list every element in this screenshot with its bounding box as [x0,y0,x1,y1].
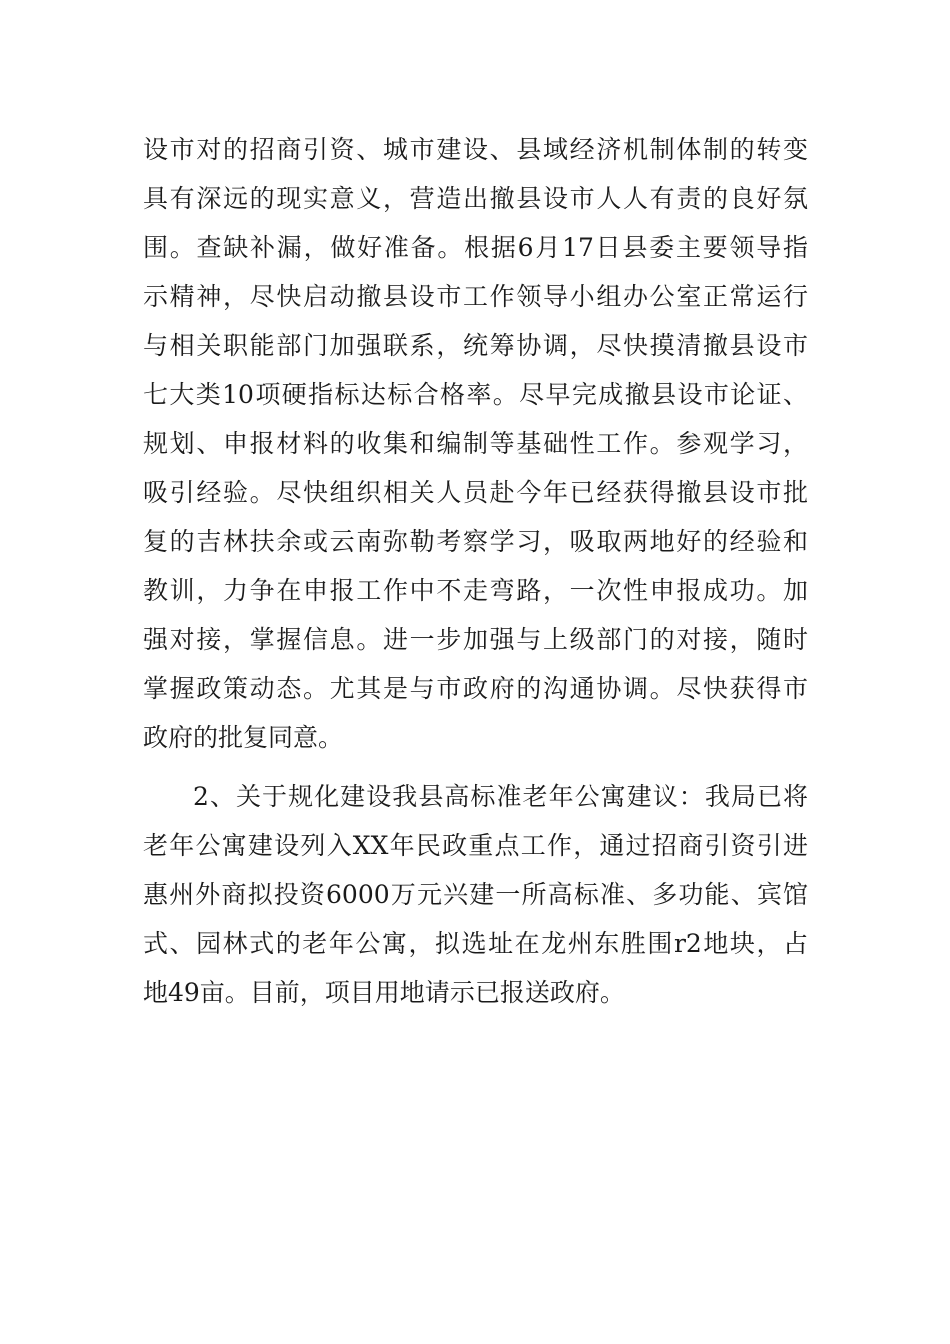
text-line: 七大类10项硬指标达标合格率。尽早完成撤县设市论证、 [143,380,808,409]
text-line: 政府的批复同意。 [143,723,344,752]
text-line: 掌握政策动态。尤其是与市政府的沟通协调。尽快获得市 [143,674,808,703]
text-line: 具有深远的现实意义，营造出撤县设市人人有责的良好氛 [143,184,808,213]
text-line: 强对接，掌握信息。进一步加强与上级部门的对接，随时 [143,625,808,654]
text-line: 设市对的招商引资、城市建设、县域经济机制体制的转变 [143,135,808,164]
text-line: 与相关职能部门加强联系，统筹协调，尽快摸清撤县设市 [143,331,808,360]
text-line: 2、关于规化建设我县高标准老年公寓建议：我局已将 [193,782,808,811]
text-line: 吸引经验。尽快组织相关人员赴今年已经获得撤县设市批 [143,478,808,507]
text-line: 惠州外商拟投资6000万元兴建一所高标准、多功能、宾馆 [143,880,808,909]
text-line: 式、园林式的老年公寓，拟选址在龙州东胜围r2地块，占 [143,929,808,958]
text-line: 示精神，尽快启动撤县设市工作领导小组办公室正常运行 [143,282,808,311]
text-line: 复的吉林扶余或云南弥勒考察学习，吸取两地好的经验和 [143,527,808,556]
text-line: 围。查缺补漏，做好准备。根据6月17日县委主要领导指 [143,233,808,262]
text-line: 教训，力争在申报工作中不走弯路，一次性申报成功。加 [143,576,808,605]
text-line: 地49亩。目前，项目用地请示已报送政府。 [143,978,625,1007]
text-line: 规划、申报材料的收集和编制等基础性工作。参观学习， [143,429,808,458]
text-line: 老年公寓建设列入XX年民政重点工作，通过招商引资引进 [143,831,808,860]
